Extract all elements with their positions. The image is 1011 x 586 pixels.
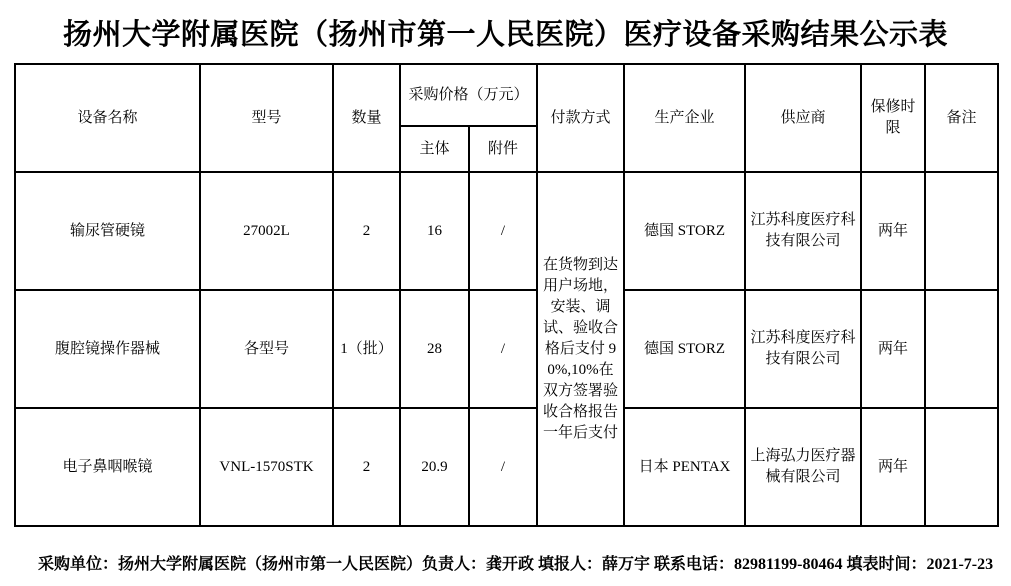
cell-device-name: 输尿管硬镜	[15, 172, 200, 290]
cell-supplier: 江苏科度医疗科技有限公司	[745, 290, 861, 408]
table-row	[15, 290, 998, 408]
cell-remarks	[925, 408, 998, 526]
col-header-manufacturer: 生产企业	[624, 64, 745, 172]
col-header-price-group: 采购价格（万元）	[400, 64, 537, 126]
col-header-device-name: 设备名称	[15, 64, 200, 172]
cell-price-accessory: /	[469, 290, 537, 408]
col-header-price-accessory: 附件	[469, 126, 537, 172]
table-row	[15, 408, 998, 526]
cell-price-accessory: /	[469, 408, 537, 526]
cell-warranty: 两年	[861, 408, 925, 526]
cell-model: 27002L	[200, 172, 333, 290]
cell-model: 各型号	[200, 290, 333, 408]
col-header-price-main: 主体	[400, 126, 469, 172]
cell-supplier: 江苏科度医疗科技有限公司	[745, 172, 861, 290]
cell-model: VNL-1570STK	[200, 408, 333, 526]
page-title: 扬州大学附属医院（扬州市第一人民医院）医疗设备采购结果公示表	[62, 19, 948, 51]
cell-price-main: 28	[400, 290, 469, 408]
procurement-table	[14, 63, 999, 527]
cell-remarks	[925, 172, 998, 290]
cell-device-name: 电子鼻咽喉镜	[15, 408, 200, 526]
cell-warranty: 两年	[861, 172, 925, 290]
col-header-quantity: 数量	[333, 64, 400, 172]
col-header-supplier: 供应商	[745, 64, 861, 172]
cell-supplier: 上海弘力医疗器械有限公司	[745, 408, 861, 526]
cell-quantity: 1（批）	[333, 290, 400, 408]
cell-price-main: 16	[400, 172, 469, 290]
cell-quantity: 2	[333, 408, 400, 526]
cell-payment-method: 在货物到达用户场地，安装、调试、验收合格后支付 90%,10%在双方签署验收合格报告一年后支付	[537, 172, 624, 526]
cell-remarks	[925, 290, 998, 408]
footer-info-line: 采购单位：扬州大学附属医院（扬州市第一人民医院）负责人：龚开政 填报人：薛万宇 联系电话：82981199-80464 填表时间：2021-7-23	[38, 556, 994, 573]
cell-manufacturer: 德国 STORZ	[624, 172, 745, 290]
table-row	[15, 172, 998, 290]
col-header-remarks: 备注	[925, 64, 998, 172]
cell-warranty: 两年	[861, 290, 925, 408]
cell-quantity: 2	[333, 172, 400, 290]
cell-price-accessory: /	[469, 172, 537, 290]
cell-device-name: 腹腔镜操作器械	[15, 290, 200, 408]
cell-manufacturer: 日本 PENTAX	[624, 408, 745, 526]
col-header-model: 型号	[200, 64, 333, 172]
cell-manufacturer: 德国 STORZ	[624, 290, 745, 408]
col-header-payment-method: 付款方式	[537, 64, 624, 172]
col-header-warranty: 保修时限	[861, 64, 925, 172]
cell-price-main: 20.9	[400, 408, 469, 526]
table-header-row-1	[15, 64, 998, 126]
